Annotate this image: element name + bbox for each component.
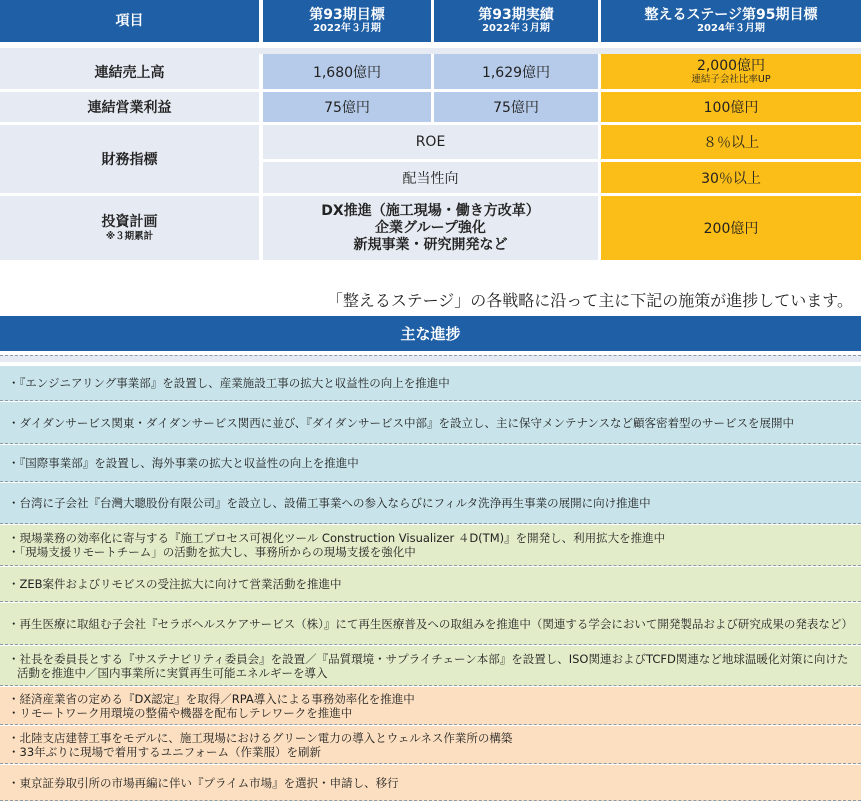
progress-line: ・リモートワーク用環境の整備や機器を配布しテレワークを推進中 xyxy=(8,705,353,720)
progress-item xyxy=(0,765,861,801)
progress-top-strip xyxy=(0,355,861,362)
row-financial-label-text: 財務指標 xyxy=(101,152,158,168)
row-roe-label xyxy=(263,125,598,159)
row-investment-goal xyxy=(601,196,861,260)
row-payout-goal-text: 30％以上 xyxy=(701,170,761,187)
progress-line: ・「現場支援リモートチーム」の活動を拡大し、事務所からの現場支援を強化中 xyxy=(8,545,416,559)
progress-item xyxy=(0,366,861,401)
row-investment-label-note: ※３期累計 xyxy=(105,231,154,242)
progress-line: ・『エンジニアリング事業部』を設置し、産業施設工事の拡大と収益性の向上を推進中 xyxy=(8,376,450,390)
row-op-profit-label-text: 連結営業利益 xyxy=(87,100,172,116)
header-item-label: 項目 xyxy=(115,13,144,29)
row-roe-goal xyxy=(601,125,861,159)
progress-title xyxy=(0,316,861,351)
progress-item xyxy=(0,726,861,764)
progress-line: ・再生医療に取組む子会社『セラボヘルスケアサービス（株）』にて再生医療普及への取組みを推進中（関連する学会において開発製品および研究成果の発表など） xyxy=(8,616,853,631)
header-col1 xyxy=(263,0,431,42)
progress-item xyxy=(0,445,861,482)
row-investment-goal-text: 200億円 xyxy=(703,221,759,237)
header-col3-sub: 2024年３月期 xyxy=(697,23,765,34)
row-payout-label xyxy=(263,162,598,193)
header-col2 xyxy=(434,0,598,42)
row-investment-line3: 新規事業・研究開発など xyxy=(353,236,508,253)
header-item xyxy=(0,0,259,42)
strategy-tagline: 「整えるステージ」の各戦略に沿って主に下記の施策が進捗しています。 xyxy=(326,291,853,310)
header-col2-main: 第93期実績 xyxy=(478,7,554,23)
row-sales-label xyxy=(0,54,259,89)
progress-line: ・台湾に子会社『台灣大聰股份有限公司』を設立し、設備工事業への参入ならびにフィルタ洗浄再生事業の展開に向け推進中 xyxy=(8,496,651,510)
row-sales-actual-text: 1,629億円 xyxy=(481,64,551,81)
progress-line: ・ダイダンサービス関東・ダイダンサービス関西に並び、『ダイダンサービス中部』を設立し、主に保守メンテナンスなど顧客密着型のサービスを展開中 xyxy=(8,415,795,430)
row-op-profit-actual xyxy=(434,92,598,122)
progress-line: ・現場業務の効率化に寄与する『施工プロセス可視化ツール Construction Visualizer ４D(TM)』を開発し、利用拡大を推進中 xyxy=(8,531,666,545)
progress-line: ・『国際事業部』を設置し、海外事業の拡大と収益性の向上を推進中 xyxy=(8,456,359,470)
progress-item xyxy=(0,687,861,725)
row-sales-goal xyxy=(601,54,861,89)
row-payout-label-text: 配当性向 xyxy=(402,170,459,187)
row-op-profit-actual-text: 75億円 xyxy=(493,100,539,116)
row-op-profit-target xyxy=(263,92,431,122)
progress-item xyxy=(0,646,861,686)
row-sales-actual xyxy=(434,54,598,89)
progress-line: ・社長を委員長とする『サステナビリティ委員会』を設置／『品質環境・サプライチェーン本部』を設置し、ISO関連およびTCFD関連など地球温暖化対策に向けた活動を推進中／国内事業所に実質再生可能エネルギーを導入 xyxy=(8,651,849,680)
row-payout-goal xyxy=(601,162,861,193)
row-financial-label xyxy=(0,125,259,193)
row-sales-label-text: 連結売上高 xyxy=(94,64,165,81)
row-investment-line1: DX推進（施工現場・働き方改革） xyxy=(321,202,540,219)
row-roe-label-text: ROE xyxy=(415,134,446,150)
row-op-profit-goal-text: 100億円 xyxy=(703,100,759,116)
row-roe-goal-text: ８％以上 xyxy=(703,135,759,151)
row-investment-detail xyxy=(263,196,598,260)
row-op-profit-label xyxy=(0,92,259,122)
row-investment-label xyxy=(0,196,259,260)
header-col2-sub: 2022年３月期 xyxy=(482,23,550,34)
row-investment-label-text: 投資計画 xyxy=(101,214,158,230)
progress-title-text: 主な進捗 xyxy=(400,325,461,343)
progress-line: ・経済産業省の定める『DX認定』を取得／RPA導入による事務効率化を推進中 xyxy=(8,691,415,706)
progress-line: ・北陸支店建替工事をモデルに、施工現場におけるグリーン電力の導入とウェルネス作業所の構築 xyxy=(8,730,513,745)
progress-item xyxy=(0,483,861,524)
progress-item xyxy=(0,603,861,645)
progress-line: ・33年ぶりに現場で着用するユニフォーム（作業服）を刷新 xyxy=(8,744,322,759)
progress-item xyxy=(0,567,861,602)
row-sales-goal-note: 連結子会社比率UP xyxy=(691,74,771,85)
progress-line: ・東京証券取引所の市場再編に伴い『プライム市場』を選択・申請し、移行 xyxy=(8,775,399,790)
header-col1-sub: 2022年３月期 xyxy=(313,23,381,34)
row-sales-target xyxy=(263,54,431,89)
header-col3 xyxy=(601,0,861,42)
progress-item xyxy=(0,402,861,444)
row-op-profit-target-text: 75億円 xyxy=(324,100,370,116)
row-investment-line2: 企業グループ強化 xyxy=(375,219,486,236)
progress-line: ・ZEB案件およびリモビスの受注拡大に向けて営業活動を推進中 xyxy=(8,577,342,591)
header-col3-main: 整えるステージ第95期目標 xyxy=(644,7,818,23)
row-sales-goal-text: 2,000億円 xyxy=(696,58,766,74)
progress-item xyxy=(0,525,861,566)
row-sales-target-text: 1,680億円 xyxy=(312,64,382,81)
row-op-profit-goal xyxy=(601,92,861,122)
header-col1-main: 第93期目標 xyxy=(309,7,385,23)
